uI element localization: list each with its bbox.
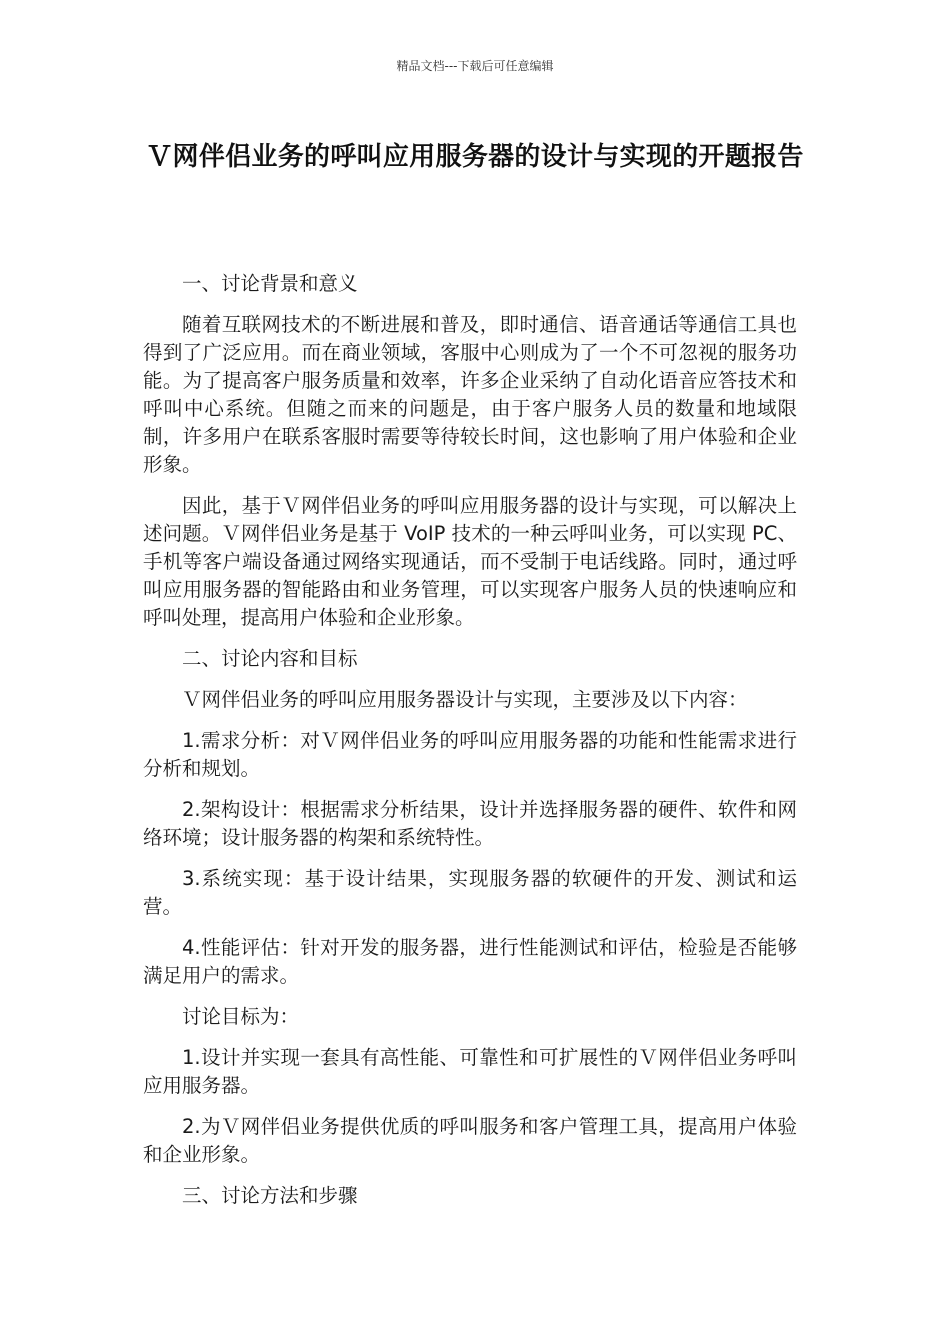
document-body xyxy=(143,270,797,1223)
section-heading-content-goals: 二、讨论内容和目标 xyxy=(182,647,358,670)
list-item-goal-2: 2.为Ｖ网伴侣业务提供优质的呼叫服务和客户管理工具，提高用户体验和企业形象。 xyxy=(143,1115,797,1166)
list-item-performance: 4.性能评估：针对开发的服务器，进行性能测试和评估，检验是否能够满足用户的需求。 xyxy=(143,936,797,987)
paragraph-content-intro: Ｖ网伴侣业务的呼叫应用服务器设计与实现，主要涉及以下内容： xyxy=(182,688,748,711)
page-header: 精品文档---下载后可任意编辑 xyxy=(396,59,554,73)
list-item-implementation: 3.系统实现：基于设计结果，实现服务器的软硬件的开发、测试和运营。 xyxy=(143,867,797,918)
paragraph-goals-intro: 讨论目标为： xyxy=(182,1005,300,1028)
section-heading-background: 一、讨论背景和意义 xyxy=(182,272,358,295)
list-item-requirements: 1.需求分析：对Ｖ网伴侣业务的呼叫应用服务器的功能和性能需求进行分析和规划。 xyxy=(143,729,797,780)
list-item-goal-1: 1.设计并实现一套具有高性能、可靠性和可扩展性的Ｖ网伴侣业务呼叫应用服务器。 xyxy=(143,1046,797,1097)
paragraph-solution: 因此，基于Ｖ网伴侣业务的呼叫应用服务器的设计与实现，可以解决上述问题。Ｖ网伴侣业务是基于 VoIP 技术的一种云呼叫业务，可以实现 PC、手机等客户端设备通过网络实现通话，而不受制于电话线路。同时，通过呼叫应用服务器的智能路由和业务管理，可以实现客户服务人员的快速响应和呼叫处理，提高用户体验和企业形象。 xyxy=(143,494,797,629)
list-item-architecture: 2.架构设计：根据需求分析结果，设计并选择服务器的硬件、软件和网络环境；设计服务器的构架和系统特性。 xyxy=(143,798,797,849)
document-title: Ｖ网伴侣业务的呼叫应用服务器的设计与实现的开题报告 xyxy=(146,142,804,172)
section-heading-methods: 三、讨论方法和步骤 xyxy=(182,1184,358,1207)
paragraph-background: 随着互联网技术的不断进展和普及，即时通信、语音通话等通信工具也得到了广泛应用。而在商业领域，客服中心则成为了一个不可忽视的服务功能。为了提高客户服务质量和效率，许多企业采纳了自动化语音应答技术和呼叫中心系统。但随之而来的问题是，由于客户服务人员的数量和地域限制，许多用户在联系客服时需要等待较长时间，这也影响了用户体验和企业形象。 xyxy=(143,313,797,476)
